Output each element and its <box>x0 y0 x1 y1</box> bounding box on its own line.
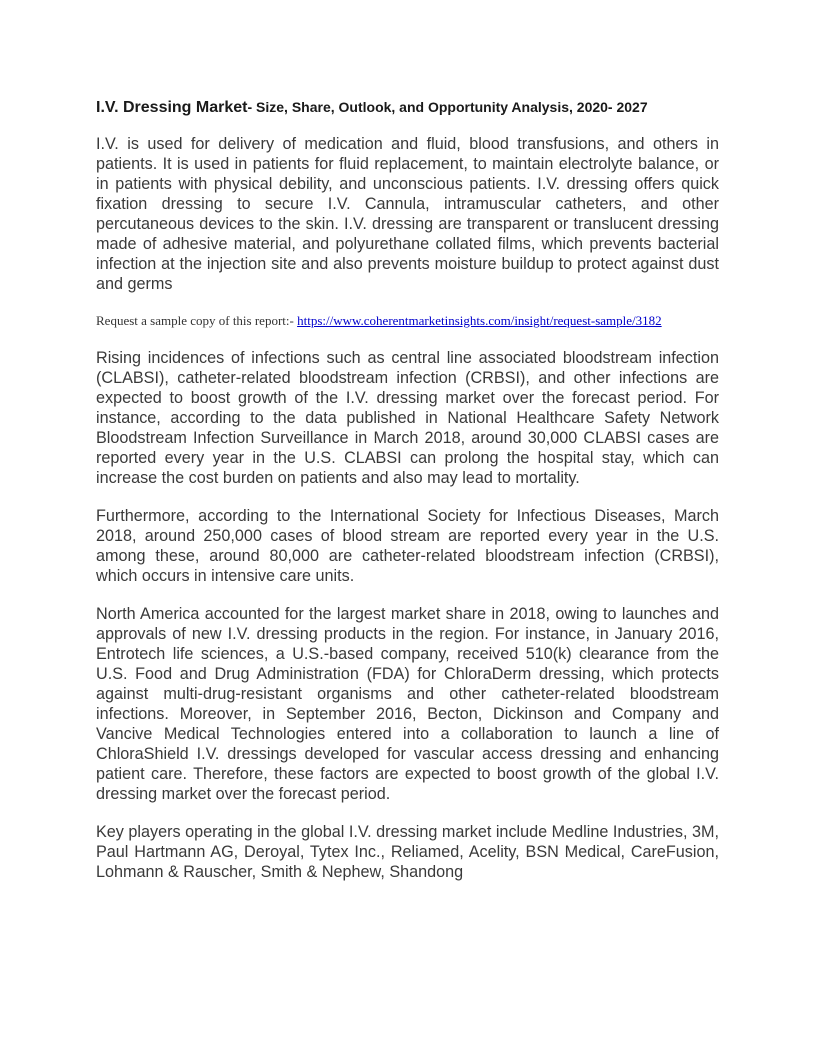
paragraph-intro: I.V. is used for delivery of medication and fluid, blood transfusions, and others in patients. It is used in patients for fluid replacement, to maintain electrolyte balance, or in patients with physical debility, and unconscious patients. I.V. dressing offers quick fixation dressing to secure I.V. Cannula, intramuscular catheters, and other percutaneous devices to the skin. I.V. dressing are transparent or translucent dressing made of adhesive material, and polyurethane collated films, which prevents bacterial infection at the injection site and also prevents moisture buildup to protect against dust and germs <box>96 135 719 293</box>
sample-request-link[interactable]: https://www.coherentmarketinsights.com/insight/request-sample/3182 <box>297 313 662 328</box>
document-title <box>96 96 719 119</box>
title-main: I.V. Dressing Market <box>96 99 248 116</box>
document-page <box>96 96 719 900</box>
paragraph-crbsi: Furthermore, according to the International Society for Infectious Diseases, March 2018, around 250,000 cases of blood stream are reported every year in the U.S. among these, around 80,000 are catheter-related bloodstream infection (CRBSI), which occurs in intensive care units. <box>96 507 719 585</box>
paragraph-infections: Rising incidences of infections such as central line associated bloodstream infection (CLABSI), catheter-related bloodstream infection (CRBSI), and other infections are expected to boost growth of the I.V. dressing market over the forecast period. For instance, according to the data published in National Healthcare Safety Network Bloodstream Infection Surveillance in March 2018, around 30,000 CLABSI cases are reported every year in the U.S. CLABSI can prolong the hospital stay, which can increase the cost burden on patients and also may lead to mortality. <box>96 349 719 487</box>
paragraph-key-players: Key players operating in the global I.V. dressing market include Medline Industries, 3M, Paul Hartmann AG, Deroyal, Tytex Inc., Reliamed, Acelity, BSN Medical, CareFusion, Lohmann & Rauscher, Smith & Nephew, Shandong <box>96 823 719 881</box>
title-subtitle: - Size, Share, Outlook, and Opportunity Analysis, 2020- 2027 <box>247 99 648 115</box>
paragraph-north-america: North America accounted for the largest market share in 2018, owing to launches and approvals of new I.V. dressing products in the region. For instance, in January 2016, Entrotech life sciences, a U.S.-based company, received 510(k) clearance from the U.S. Food and Drug Administration (FDA) for ChloraDerm dressing, which protects against multi-drug-resistant organisms and other catheter-related bloodstream infections. Moreover, in September 2016, Becton, Dickinson and Company and Vancive Medical Technologies entered into a collaboration to launch a line of ChloraShield I.V. dressings developed for vascular access dressing and enhancing patient care. Therefore, these factors are expected to boost growth of the global I.V. dressing market over the forecast period. <box>96 605 719 803</box>
sample-request-label: Request a sample copy of this report:- <box>96 313 298 328</box>
sample-request <box>96 312 719 329</box>
